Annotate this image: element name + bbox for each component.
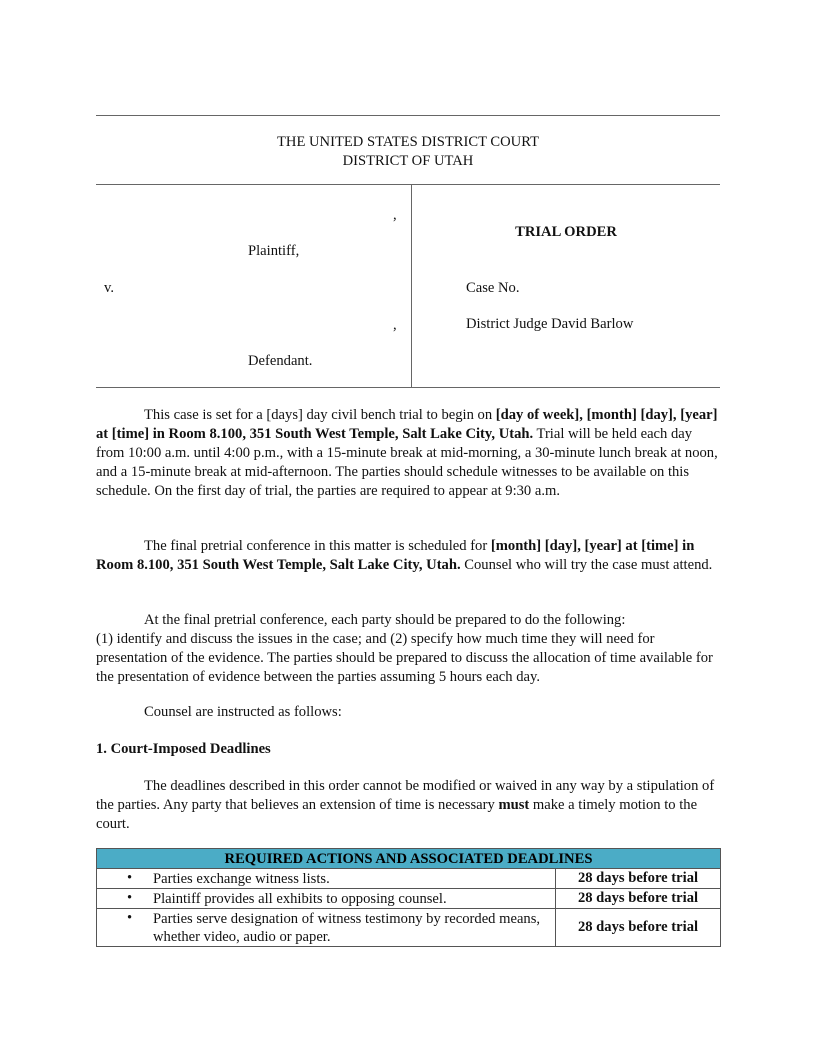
- court-name: THE UNITED STATES DISTRICT COURT: [277, 134, 539, 150]
- paragraph-pretrial-conference: [96, 537, 720, 575]
- court-district: DISTRICT OF UTAH: [342, 153, 474, 169]
- versus-label: v.: [104, 280, 114, 296]
- p2-text-a: The final pretrial conference in this matter is scheduled for: [144, 538, 491, 554]
- action-cell: [97, 889, 556, 909]
- section-heading-deadlines: 1. Court-Imposed Deadlines: [96, 741, 271, 757]
- plaintiff-name-comma: ,: [393, 207, 397, 223]
- table-header-row: [97, 849, 721, 869]
- p1-trial-date-location: [day of week], [month] [day], [year] at [time] in Room 8.100, 351 South West Temple, Salt Lake City, Utah.: [96, 407, 718, 442]
- caption-bottom-rule: [96, 387, 720, 388]
- action-text: Parties exchange witness lists.: [153, 870, 330, 887]
- bullet-icon: •: [127, 870, 133, 886]
- bullet-icon: •: [127, 890, 133, 906]
- deadline-cell: 28 days before trial: [556, 889, 721, 909]
- bullet-icon: •: [127, 910, 133, 926]
- order-title: TRIAL ORDER: [515, 224, 617, 240]
- action-text: Plaintiff provides all exhibits to opposing counsel.: [153, 890, 447, 907]
- p2-conference-date-location: [month] [day], [year] at [time] in Room 8.100, 351 South West Temple, Salt Lake City, Utah.: [96, 538, 695, 573]
- plaintiff-label: Plaintiff,: [248, 243, 300, 259]
- caption-divider: [411, 184, 412, 387]
- p3-line-1: At the final pretrial conference, each party should be prepared to do the following:: [144, 612, 626, 628]
- p5-text-c: make a timely motion to the court.: [96, 797, 698, 832]
- deadline-cell: 28 days before trial: [556, 869, 721, 889]
- action-cell: [97, 909, 556, 947]
- table-header: REQUIRED ACTIONS AND ASSOCIATED DEADLINES: [97, 849, 721, 869]
- deadline-cell: 28 days before trial: [556, 909, 721, 947]
- case-number: Case No.: [466, 280, 520, 296]
- top-rule: [96, 115, 720, 116]
- table-row: [97, 909, 721, 947]
- caption-top-rule: [96, 184, 720, 185]
- table-row: [97, 869, 721, 889]
- paragraph-pretrial-preparation: [96, 611, 720, 687]
- p1-text-c: Trial will be held each day from 10:00 a.m. until 4:00 p.m., with a 15-minute break at mid-morning, a 30-minute lunch break at noon, and a 15-minute break at mid-afternoon. The parties should schedule witnesses to be available on this schedule. On the first day of trial, the parties are required to appear at 9:30 a.m.: [96, 426, 718, 499]
- defendant-label: Defendant.: [248, 353, 313, 369]
- action-text: Parties serve designation of witness testimony by recorded means, whether video, audio or paper.: [153, 910, 541, 945]
- p3-rest: (1) identify and discuss the issues in the case; and (2) specify how much time they will need for presentation of the evidence. The parties should be prepared to discuss the allocation of time available for the presentation of evidence between the parties assuming 5 hours each day.: [96, 631, 713, 685]
- p5-must: must: [498, 797, 530, 813]
- deadlines-table: [96, 848, 721, 947]
- p5-text-a: The deadlines described in this order cannot be modified or waived in any way by a stipulation of the parties. Any party that believes an extension of time is necessary: [96, 778, 715, 813]
- table-row: [97, 889, 721, 909]
- action-cell: [97, 869, 556, 889]
- paragraph-trial-schedule: [96, 406, 720, 501]
- paragraph-counsel-instructed: Counsel are instructed as follows:: [144, 704, 342, 720]
- p1-text-a: This case is set for a [days] day civil bench trial to begin on: [144, 407, 496, 423]
- p2-text-c: Counsel who will try the case must attend.: [460, 557, 713, 573]
- judge-name: District Judge David Barlow: [466, 316, 634, 332]
- paragraph-deadlines-notice: [96, 777, 720, 834]
- defendant-name-comma: ,: [393, 317, 397, 333]
- court-heading: [96, 133, 720, 171]
